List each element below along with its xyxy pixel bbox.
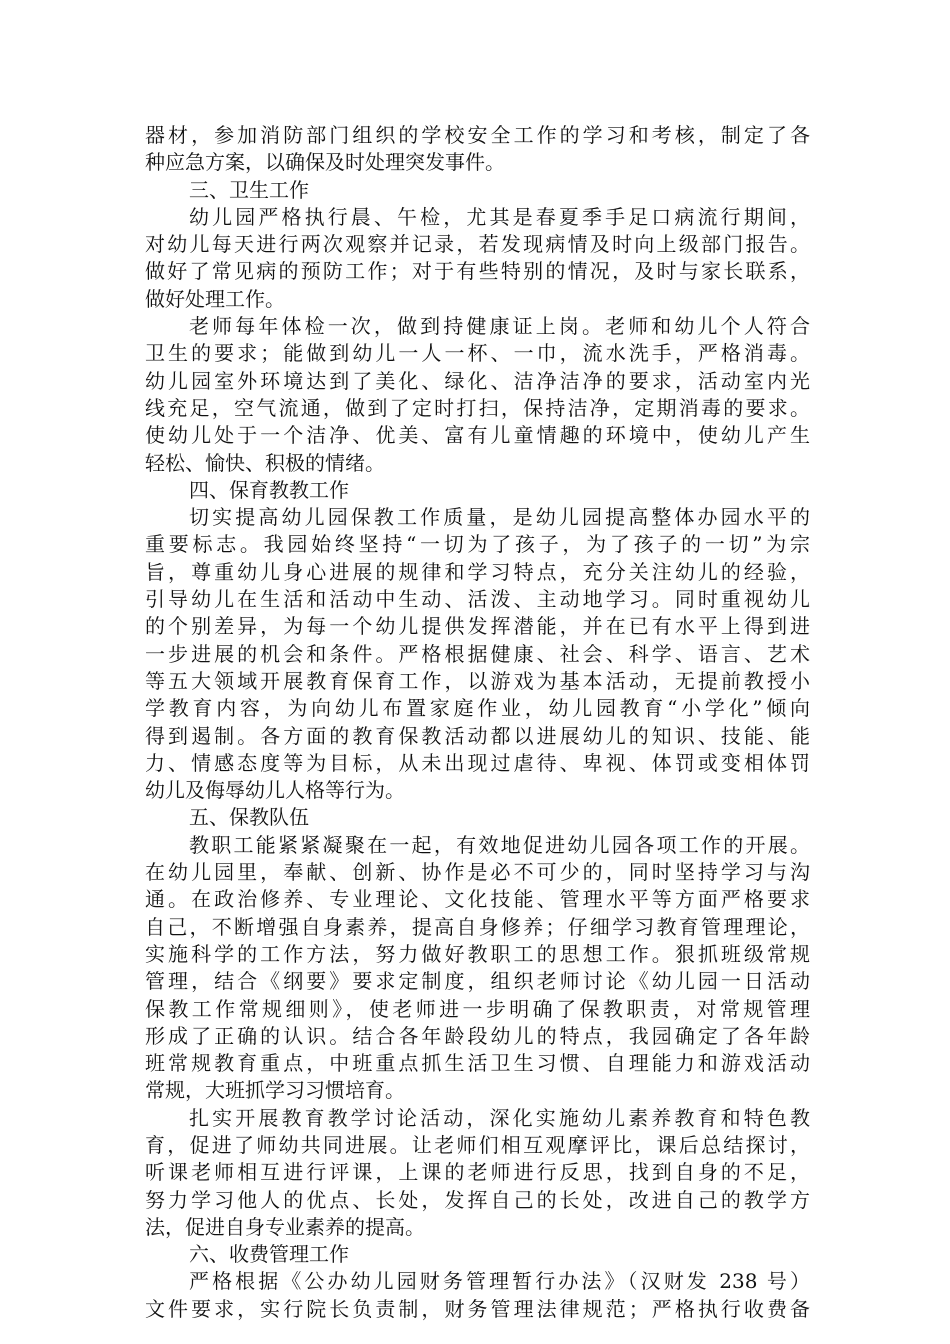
text-line: 对幼儿每天进行两次观察并记录，若发现病情及时向上级部门报告。 — [145, 232, 810, 257]
text-line: 等五大领域开展教育保育工作，以游戏为基本活动，无提前教授小 — [145, 668, 810, 693]
text-line: 幼儿园严格执行晨、午检，尤其是春夏季手足口病流行期间， — [189, 204, 810, 229]
text-line: 轻松、愉快、积极的情绪。 — [145, 450, 385, 475]
text-line: 幼儿及侮辱幼儿人格等行为。 — [145, 778, 405, 803]
text-line: 形成了正确的认识。结合各年龄段幼儿的特点，我园确定了各年龄 — [145, 1023, 810, 1048]
text-line: 教职工能紧紧凝聚在一起，有效地促进幼儿园各项工作的开展。 — [189, 832, 810, 857]
document-body — [145, 122, 810, 1323]
text-line: 的个别差异，为每一个幼儿提供发挥潜能，并在已有水平上得到进 — [145, 614, 810, 639]
text-line: 线充足，空气流通，做到了定时打扫，保持洁净，定期消毒的要求。 — [145, 395, 810, 420]
text-line: 做好处理工作。 — [145, 286, 285, 311]
text-line: 幼儿园室外环境达到了美化、绿化、洁净洁净的要求，活动室内光 — [145, 368, 810, 393]
text-line: 实施科学的工作方法，努力做好教职工的思想工作。狠抓班级常规 — [145, 941, 810, 966]
text-line: 通。在政治修养、专业理论、文化技能、管理水平等方面严格要求 — [145, 887, 810, 912]
text-line: 种应急方案，以确保及时处理突发事件。 — [145, 150, 505, 175]
text-line: 班常规教育重点，中班重点抓生活卫生习惯、自理能力和游戏活动 — [145, 1051, 810, 1076]
text-line: 在幼儿园里，奉献、创新、协作是必不可少的，同时坚持学习与沟 — [145, 860, 810, 885]
text-line: 学教育内容，为向幼儿布置家庭作业，幼儿园教育“小学化”倾向 — [145, 696, 810, 721]
text-line: 扎实开展教育教学讨论活动，深化实施幼儿素养教育和特色教 — [189, 1105, 810, 1130]
text-line: 努力学习他人的优点、长处，发挥自己的长处，改进自己的教学方 — [145, 1187, 810, 1212]
text-line: 切实提高幼儿园保教工作质量，是幼儿园提高整体办园水平的 — [189, 505, 810, 530]
section-heading: 三、卫生工作 — [189, 177, 309, 202]
text-line: 引导幼儿在生活和活动中生动、活泼、主动地学习。同时重视幼儿 — [145, 587, 810, 612]
text-line: 育，促进了师幼共同进展。让老师们相互观摩评比，课后总结探讨， — [145, 1132, 810, 1157]
text-line: 力、情感态度等为目标，从未出现过虐待、卑视、体罚或变相体罚 — [145, 750, 810, 775]
text-line: 得到遏制。各方面的教育保教活动都以进展幼儿的知识、技能、能 — [145, 723, 810, 748]
text-line: 一步进展的机会和条件。严格根据健康、社会、科学、语言、艺术 — [145, 641, 810, 666]
text-line: 听课老师相互进行评课，上课的老师进行反思，找到自身的不足， — [145, 1160, 810, 1185]
text-line: 老师每年体检一次，做到持健康证上岗。老师和幼儿个人符合 — [189, 314, 810, 339]
text-line: 常规，大班抓学习习惯培育。 — [145, 1078, 405, 1103]
text-line: 严格根据《公办幼儿园财务管理暂行办法》（汉财发 238 号） — [189, 1269, 810, 1294]
text-line: 旨，尊重幼儿身心进展的规律和学习特点，充分关注幼儿的经验， — [145, 559, 810, 584]
section-heading: 五、保教队伍 — [189, 805, 309, 830]
text-line: 法，促进自身专业素养的提高。 — [145, 1214, 425, 1239]
text-line: 文件要求，实行院长负责制，财务管理法律规范；严格执行收费备 — [145, 1296, 810, 1321]
text-line: 保教工作常规细则》，使老师进一步明确了保教职责，对常规管理 — [145, 996, 810, 1021]
text-line: 使幼儿处于一个洁净、优美、富有儿童情趣的环境中，使幼儿产生 — [145, 423, 810, 448]
text-line: 重要标志。我园始终坚持“一切为了孩子，为了孩子的一切”为宗 — [145, 532, 810, 557]
text-line: 器材，参加消防部门组织的学校安全工作的学习和考核，制定了各 — [145, 123, 810, 147]
text-line: 卫生的要求；能做到幼儿一人一杯、一巾，流水洗手，严格消毒。 — [145, 341, 810, 366]
text-line: 管理，结合《纲要》要求定制度，组织老师讨论《幼儿园一日活动 — [145, 969, 810, 994]
text-line: 自己，不断增强自身素养，提高自身修养；仔细学习教育管理理论， — [145, 914, 810, 939]
section-heading: 六、收费管理工作 — [189, 1242, 349, 1267]
text-line: 做好了常见病的预防工作；对于有些特别的情况，及时与家长联系， — [145, 259, 810, 284]
section-heading: 四、保育教教工作 — [189, 477, 349, 502]
